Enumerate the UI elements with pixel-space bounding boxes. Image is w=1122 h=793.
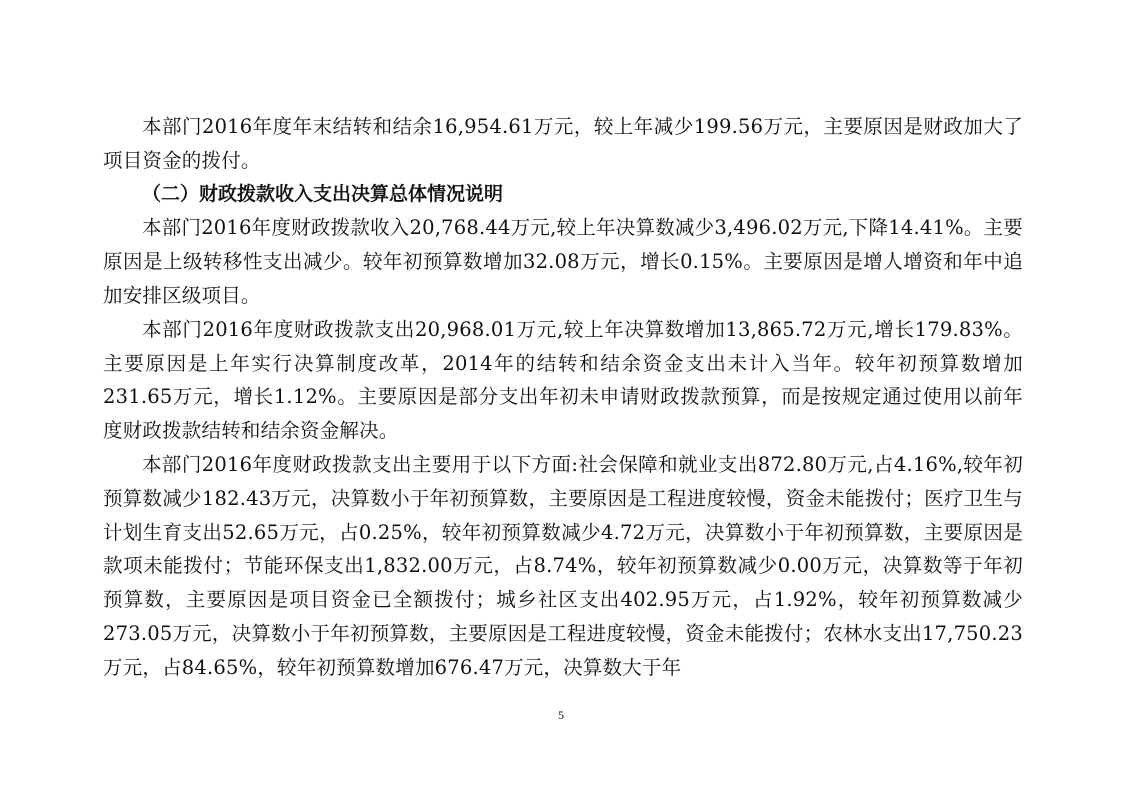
page-number: 5 xyxy=(558,708,564,722)
section-heading: （二）财政拨款收入支出决算总体情况说明 xyxy=(142,182,504,205)
document-body xyxy=(103,110,1023,685)
paragraph-fiscal-income: 本部门2016年度财政拨款收入20,768.44万元,较上年决算数减少3,496.02万元,下降14.41%。主要原因是上级转移性支出减少。较年初预算数增加32.08万元，增长0.15%。主要原因是增人增资和年中追加安排区级项目。 xyxy=(103,216,1023,307)
paragraph-expenditure-breakdown: 本部门2016年度财政拨款支出主要用于以下方面:社会保障和就业支出872.80万元,占4.16%,较年初预算数减少182.43万元，决算数小于年初预算数，主要原因是工程进度较慢，资金未能拨付；医疗卫生与计划生育支出52.65万元，占0.25%，较年初预算数减少4.72万元，决算数小于年初预算数，主要原因是款项未能拨付；节能环保支出1,832.00万元，占8.74%，较年初预算数减少0.00万元，决算数等于年初预算数，主要原因是项目资金已全额拨付；城乡社区支出402.95万元，占1.92%，较年初预算数减少273.05万元，决算数小于年初预算数，主要原因是工程进度较慢，资金未能拨付；农林水支出17,750.23万元，占84.65%，较年初预算数增加676.47万元，决算数大于年 xyxy=(103,452,1023,679)
paragraph-year-end-balance: 本部门2016年度年末结转和结余16,954.61万元，较上年减少199.56万元，主要原因是财政加大了项目资金的拨付。 xyxy=(103,115,1023,172)
paragraph-fiscal-expenditure: 本部门2016年度财政拨款支出20,968.01万元,较上年决算数增加13,865.72万元,增长179.83%。主要原因是上年实行决算制度改革，2014年的结转和结余资金支出未计入当年。较年初预算数增加231.65万元，增长1.12%。主要原因是部分支出年初未申请财政拨款预算，而是按规定通过使用以前年度财政拨款结转和结余资金解决。 xyxy=(103,317,1023,443)
